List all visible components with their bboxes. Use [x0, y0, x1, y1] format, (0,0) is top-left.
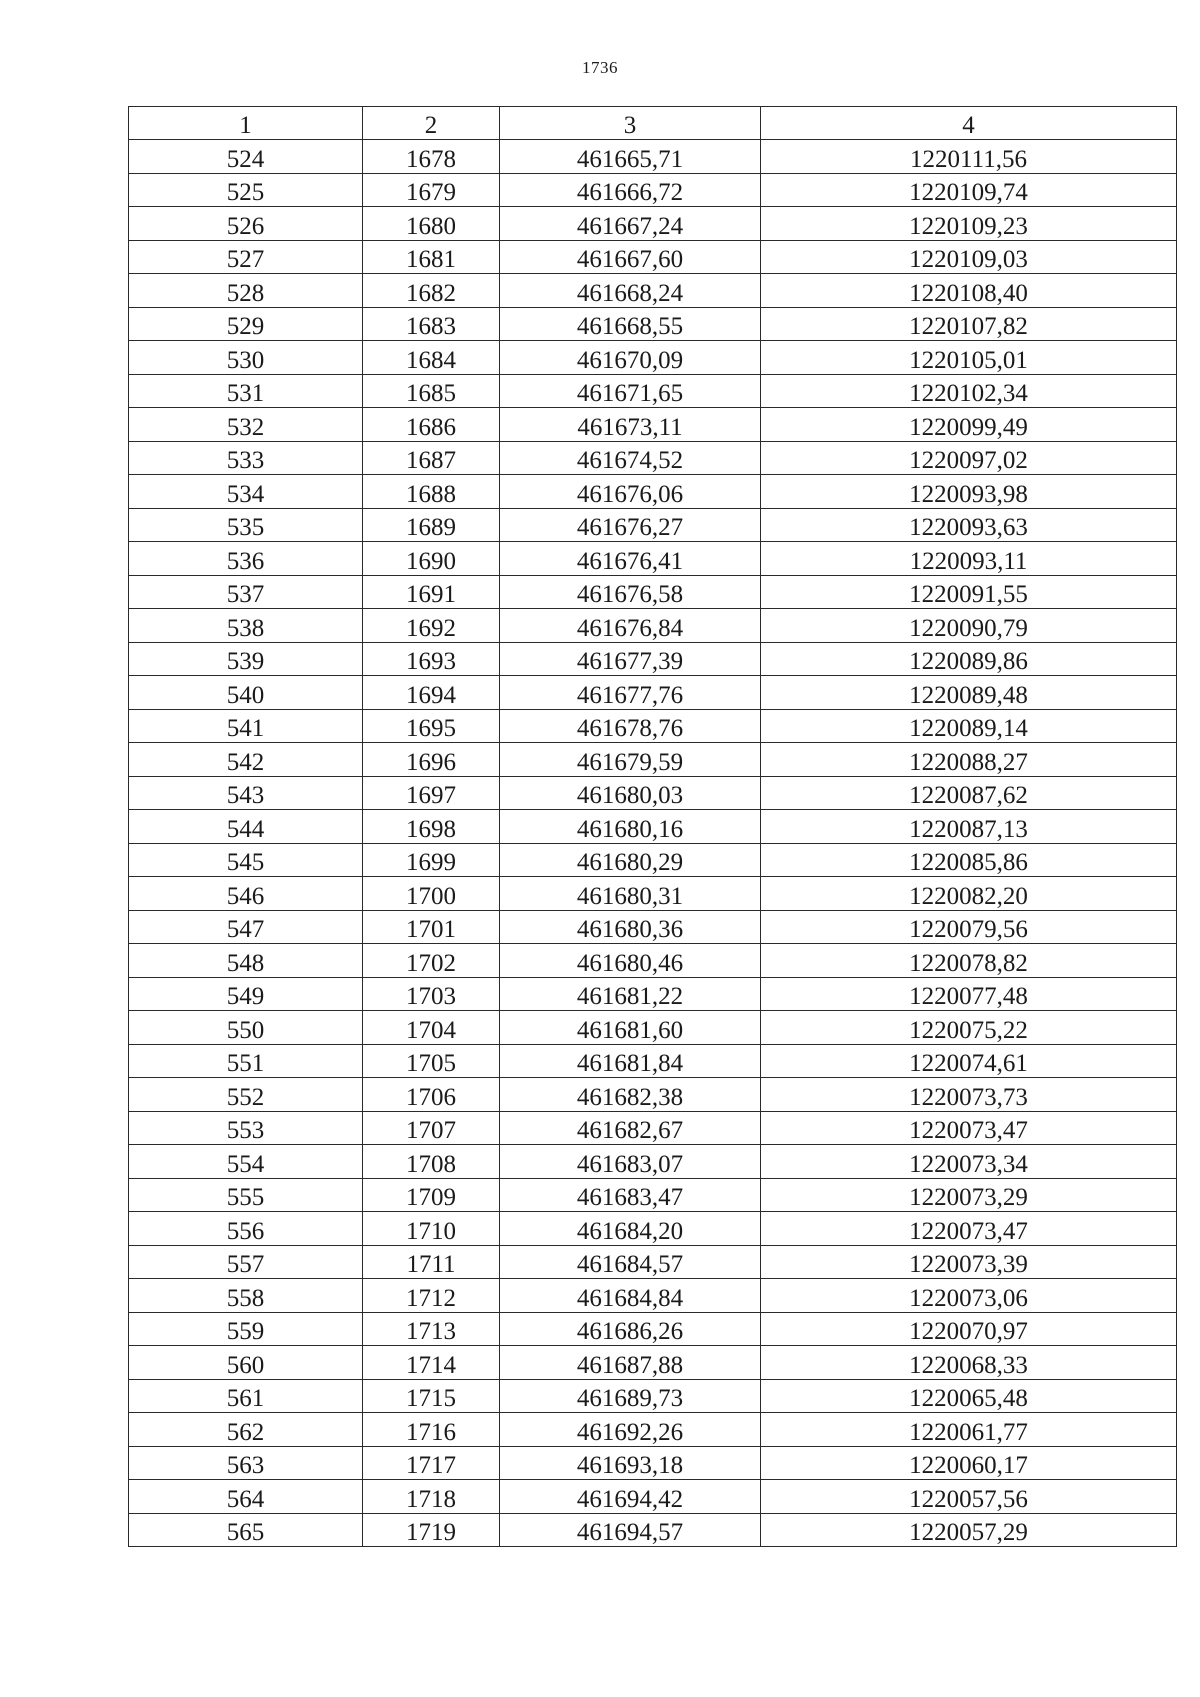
table-cell-col-3: 461683,47: [500, 1178, 761, 1212]
table-cell-col-4: 1220091,55: [761, 575, 1177, 609]
table-cell-col-4: 1220099,49: [761, 408, 1177, 442]
table-cell-col-3: 461682,38: [500, 1078, 761, 1112]
table-row: [129, 642, 1177, 676]
table-cell-col-3: 461694,42: [500, 1480, 761, 1514]
table-cell-col-2: 1680: [363, 207, 500, 241]
table-cell-col-4: 1220068,33: [761, 1346, 1177, 1380]
table-cell-col-1: 528: [129, 274, 363, 308]
table-cell-col-2: 1703: [363, 977, 500, 1011]
table-cell-col-1: 555: [129, 1178, 363, 1212]
table-cell-col-1: 530: [129, 341, 363, 375]
table-row: [129, 408, 1177, 442]
table-cell-col-1: 532: [129, 408, 363, 442]
table-cell-col-3: 461681,84: [500, 1044, 761, 1078]
table-row: [129, 776, 1177, 810]
table-row: [129, 1312, 1177, 1346]
table-cell-col-3: 461676,58: [500, 575, 761, 609]
table-cell-col-3: 461676,41: [500, 542, 761, 576]
table-cell-col-2: 1715: [363, 1379, 500, 1413]
table-cell-col-4: 1220093,11: [761, 542, 1177, 576]
table-cell-col-4: 1220111,56: [761, 140, 1177, 174]
table-cell-col-4: 1220088,27: [761, 743, 1177, 777]
table-cell-col-2: 1678: [363, 140, 500, 174]
table-cell-col-1: 564: [129, 1480, 363, 1514]
table-cell-col-4: 1220109,03: [761, 240, 1177, 274]
table-cell-col-4: 1220073,47: [761, 1212, 1177, 1246]
table-row: [129, 1111, 1177, 1145]
table-cell-col-4: 1220077,48: [761, 977, 1177, 1011]
table-cell-col-3: 461668,55: [500, 307, 761, 341]
table-cell-col-3: 461676,06: [500, 475, 761, 509]
table-row: [129, 1145, 1177, 1179]
table-row: [129, 1346, 1177, 1380]
table-row: [129, 609, 1177, 643]
table-row: [129, 1178, 1177, 1212]
table-cell-col-2: 1714: [363, 1346, 500, 1380]
table-cell-col-1: 549: [129, 977, 363, 1011]
table-cell-col-4: 1220073,34: [761, 1145, 1177, 1179]
table-cell-col-4: 1220087,13: [761, 810, 1177, 844]
table-cell-col-2: 1708: [363, 1145, 500, 1179]
table-cell-col-2: 1701: [363, 910, 500, 944]
table-cell-col-2: 1685: [363, 374, 500, 408]
table-cell-col-3: 461682,67: [500, 1111, 761, 1145]
table-cell-col-3: 461694,57: [500, 1513, 761, 1547]
table-cell-col-2: 1699: [363, 843, 500, 877]
table-cell-col-2: 1711: [363, 1245, 500, 1279]
table-cell-col-1: 543: [129, 776, 363, 810]
table-row: [129, 1044, 1177, 1078]
table-cell-col-2: 1688: [363, 475, 500, 509]
table-cell-col-1: 536: [129, 542, 363, 576]
table-cell-col-1: 554: [129, 1145, 363, 1179]
table-cell-col-2: 1717: [363, 1446, 500, 1480]
table-cell-col-1: 533: [129, 441, 363, 475]
column-header-4: 4: [761, 107, 1177, 140]
table-cell-col-1: 548: [129, 944, 363, 978]
table-row: [129, 1011, 1177, 1045]
table-cell-col-4: 1220074,61: [761, 1044, 1177, 1078]
table-cell-col-4: 1220085,86: [761, 843, 1177, 877]
table-cell-col-1: 539: [129, 642, 363, 676]
column-header-2: 2: [363, 107, 500, 140]
table-row: [129, 140, 1177, 174]
table-cell-col-1: 541: [129, 709, 363, 743]
header-row: [129, 107, 1177, 140]
table-row: [129, 475, 1177, 509]
table-cell-col-3: 461680,36: [500, 910, 761, 944]
table-row: [129, 843, 1177, 877]
table-cell-col-2: 1692: [363, 609, 500, 643]
table-cell-col-4: 1220078,82: [761, 944, 1177, 978]
table-cell-col-2: 1716: [363, 1413, 500, 1447]
table-cell-col-1: 527: [129, 240, 363, 274]
table-cell-col-1: 540: [129, 676, 363, 710]
table-cell-col-1: 556: [129, 1212, 363, 1246]
table-cell-col-3: 461687,88: [500, 1346, 761, 1380]
table-cell-col-2: 1704: [363, 1011, 500, 1045]
table-cell-col-3: 461680,29: [500, 843, 761, 877]
table-row: [129, 676, 1177, 710]
table-cell-col-1: 558: [129, 1279, 363, 1313]
table-cell-col-3: 461692,26: [500, 1413, 761, 1447]
table-cell-col-3: 461689,73: [500, 1379, 761, 1413]
table-cell-col-2: 1691: [363, 575, 500, 609]
table-cell-col-3: 461679,59: [500, 743, 761, 777]
table-cell-col-2: 1713: [363, 1312, 500, 1346]
table-cell-col-3: 461674,52: [500, 441, 761, 475]
table-cell-col-2: 1681: [363, 240, 500, 274]
table-body: [129, 140, 1177, 1547]
coordinates-table: [128, 106, 1177, 1547]
table-row: [129, 1413, 1177, 1447]
table-row: [129, 508, 1177, 542]
table-row: [129, 207, 1177, 241]
table-cell-col-3: 461677,39: [500, 642, 761, 676]
table-cell-col-4: 1220107,82: [761, 307, 1177, 341]
table-cell-col-1: 550: [129, 1011, 363, 1045]
table-cell-col-2: 1712: [363, 1279, 500, 1313]
table-cell-col-3: 461686,26: [500, 1312, 761, 1346]
table-cell-col-2: 1702: [363, 944, 500, 978]
table-row: [129, 877, 1177, 911]
table-cell-col-1: 531: [129, 374, 363, 408]
table-cell-col-4: 1220057,29: [761, 1513, 1177, 1547]
table-cell-col-2: 1687: [363, 441, 500, 475]
table-cell-col-2: 1684: [363, 341, 500, 375]
table-cell-col-1: 545: [129, 843, 363, 877]
table-row: [129, 1245, 1177, 1279]
table-cell-col-3: 461667,60: [500, 240, 761, 274]
table-cell-col-2: 1693: [363, 642, 500, 676]
table-row: [129, 1078, 1177, 1112]
table-cell-col-3: 461667,24: [500, 207, 761, 241]
table-row: [129, 575, 1177, 609]
table-cell-col-4: 1220073,06: [761, 1279, 1177, 1313]
table-row: [129, 341, 1177, 375]
table-cell-col-1: 562: [129, 1413, 363, 1447]
table-cell-col-1: 524: [129, 140, 363, 174]
table-cell-col-2: 1695: [363, 709, 500, 743]
table-cell-col-3: 461684,84: [500, 1279, 761, 1313]
table-cell-col-2: 1706: [363, 1078, 500, 1112]
table-cell-col-1: 529: [129, 307, 363, 341]
table-cell-col-3: 461681,22: [500, 977, 761, 1011]
table-cell-col-2: 1710: [363, 1212, 500, 1246]
table-cell-col-2: 1697: [363, 776, 500, 810]
table-cell-col-4: 1220102,34: [761, 374, 1177, 408]
table-cell-col-1: 542: [129, 743, 363, 777]
table-cell-col-4: 1220105,01: [761, 341, 1177, 375]
table-cell-col-1: 565: [129, 1513, 363, 1547]
table-cell-col-3: 461665,71: [500, 140, 761, 174]
table-row: [129, 910, 1177, 944]
table-row: [129, 1379, 1177, 1413]
table-cell-col-4: 1220061,77: [761, 1413, 1177, 1447]
table-cell-col-4: 1220093,63: [761, 508, 1177, 542]
table-cell-col-3: 461670,09: [500, 341, 761, 375]
table-row: [129, 307, 1177, 341]
table-row: [129, 709, 1177, 743]
table-cell-col-3: 461683,07: [500, 1145, 761, 1179]
table-cell-col-1: 534: [129, 475, 363, 509]
table-cell-col-2: 1719: [363, 1513, 500, 1547]
table-row: [129, 944, 1177, 978]
table-cell-col-1: 561: [129, 1379, 363, 1413]
table-row: [129, 441, 1177, 475]
column-header-3: 3: [500, 107, 761, 140]
table-cell-col-3: 461676,84: [500, 609, 761, 643]
table-row: [129, 1480, 1177, 1514]
table-cell-col-4: 1220093,98: [761, 475, 1177, 509]
table-row: [129, 173, 1177, 207]
table-row: [129, 542, 1177, 576]
column-header-1: 1: [129, 107, 363, 140]
table-cell-col-4: 1220065,48: [761, 1379, 1177, 1413]
table-cell-col-1: 547: [129, 910, 363, 944]
table-row: [129, 977, 1177, 1011]
table-cell-col-1: 544: [129, 810, 363, 844]
table-cell-col-1: 537: [129, 575, 363, 609]
table-cell-col-1: 538: [129, 609, 363, 643]
table-cell-col-3: 461680,31: [500, 877, 761, 911]
table-header: [129, 107, 1177, 140]
table-cell-col-4: 1220073,73: [761, 1078, 1177, 1112]
table-cell-col-4: 1220075,22: [761, 1011, 1177, 1045]
table-cell-col-1: 559: [129, 1312, 363, 1346]
table-cell-col-2: 1700: [363, 877, 500, 911]
table-cell-col-2: 1694: [363, 676, 500, 710]
table-cell-col-1: 546: [129, 877, 363, 911]
table-cell-col-4: 1220089,86: [761, 642, 1177, 676]
table-cell-col-2: 1709: [363, 1178, 500, 1212]
table-row: [129, 1513, 1177, 1547]
table-cell-col-1: 526: [129, 207, 363, 241]
table-cell-col-4: 1220089,14: [761, 709, 1177, 743]
table-cell-col-2: 1682: [363, 274, 500, 308]
table-cell-col-3: 461677,76: [500, 676, 761, 710]
table-row: [129, 274, 1177, 308]
table-cell-col-3: 461680,16: [500, 810, 761, 844]
table-cell-col-2: 1705: [363, 1044, 500, 1078]
table-cell-col-4: 1220087,62: [761, 776, 1177, 810]
table-cell-col-4: 1220060,17: [761, 1446, 1177, 1480]
table-cell-col-1: 563: [129, 1446, 363, 1480]
table-row: [129, 1212, 1177, 1246]
table-row: [129, 810, 1177, 844]
table-cell-col-4: 1220079,56: [761, 910, 1177, 944]
table-cell-col-2: 1679: [363, 173, 500, 207]
table-cell-col-3: 461668,24: [500, 274, 761, 308]
table-cell-col-3: 461671,65: [500, 374, 761, 408]
table-cell-col-2: 1718: [363, 1480, 500, 1514]
table-cell-col-4: 1220073,47: [761, 1111, 1177, 1145]
table-cell-col-3: 461684,57: [500, 1245, 761, 1279]
table-cell-col-1: 552: [129, 1078, 363, 1112]
table-cell-col-2: 1686: [363, 408, 500, 442]
table-cell-col-4: 1220089,48: [761, 676, 1177, 710]
table-cell-col-3: 461673,11: [500, 408, 761, 442]
table-cell-col-3: 461666,72: [500, 173, 761, 207]
page-number: 1736: [582, 58, 618, 77]
table-cell-col-3: 461676,27: [500, 508, 761, 542]
table-cell-col-4: 1220108,40: [761, 274, 1177, 308]
table-cell-col-4: 1220070,97: [761, 1312, 1177, 1346]
table-row: [129, 374, 1177, 408]
table-cell-col-4: 1220109,74: [761, 173, 1177, 207]
table-cell-col-3: 461680,03: [500, 776, 761, 810]
table-cell-col-1: 557: [129, 1245, 363, 1279]
table-cell-col-1: 553: [129, 1111, 363, 1145]
table-cell-col-4: 1220073,29: [761, 1178, 1177, 1212]
table-cell-col-4: 1220082,20: [761, 877, 1177, 911]
table-cell-col-4: 1220090,79: [761, 609, 1177, 643]
table-cell-col-4: 1220109,23: [761, 207, 1177, 241]
table-cell-col-4: 1220097,02: [761, 441, 1177, 475]
table-cell-col-1: 551: [129, 1044, 363, 1078]
table-cell-col-3: 461678,76: [500, 709, 761, 743]
table-cell-col-4: 1220073,39: [761, 1245, 1177, 1279]
table-cell-col-2: 1707: [363, 1111, 500, 1145]
table-cell-col-1: 525: [129, 173, 363, 207]
table-cell-col-2: 1696: [363, 743, 500, 777]
table-cell-col-3: 461684,20: [500, 1212, 761, 1246]
table-cell-col-1: 560: [129, 1346, 363, 1380]
table-cell-col-3: 461693,18: [500, 1446, 761, 1480]
table-cell-col-2: 1690: [363, 542, 500, 576]
table-cell-col-2: 1698: [363, 810, 500, 844]
table-cell-col-1: 535: [129, 508, 363, 542]
table-cell-col-4: 1220057,56: [761, 1480, 1177, 1514]
table-row: [129, 240, 1177, 274]
table-cell-col-2: 1683: [363, 307, 500, 341]
table-cell-col-3: 461680,46: [500, 944, 761, 978]
table-row: [129, 743, 1177, 777]
table-cell-col-2: 1689: [363, 508, 500, 542]
table-row: [129, 1446, 1177, 1480]
table-cell-col-3: 461681,60: [500, 1011, 761, 1045]
table-row: [129, 1279, 1177, 1313]
